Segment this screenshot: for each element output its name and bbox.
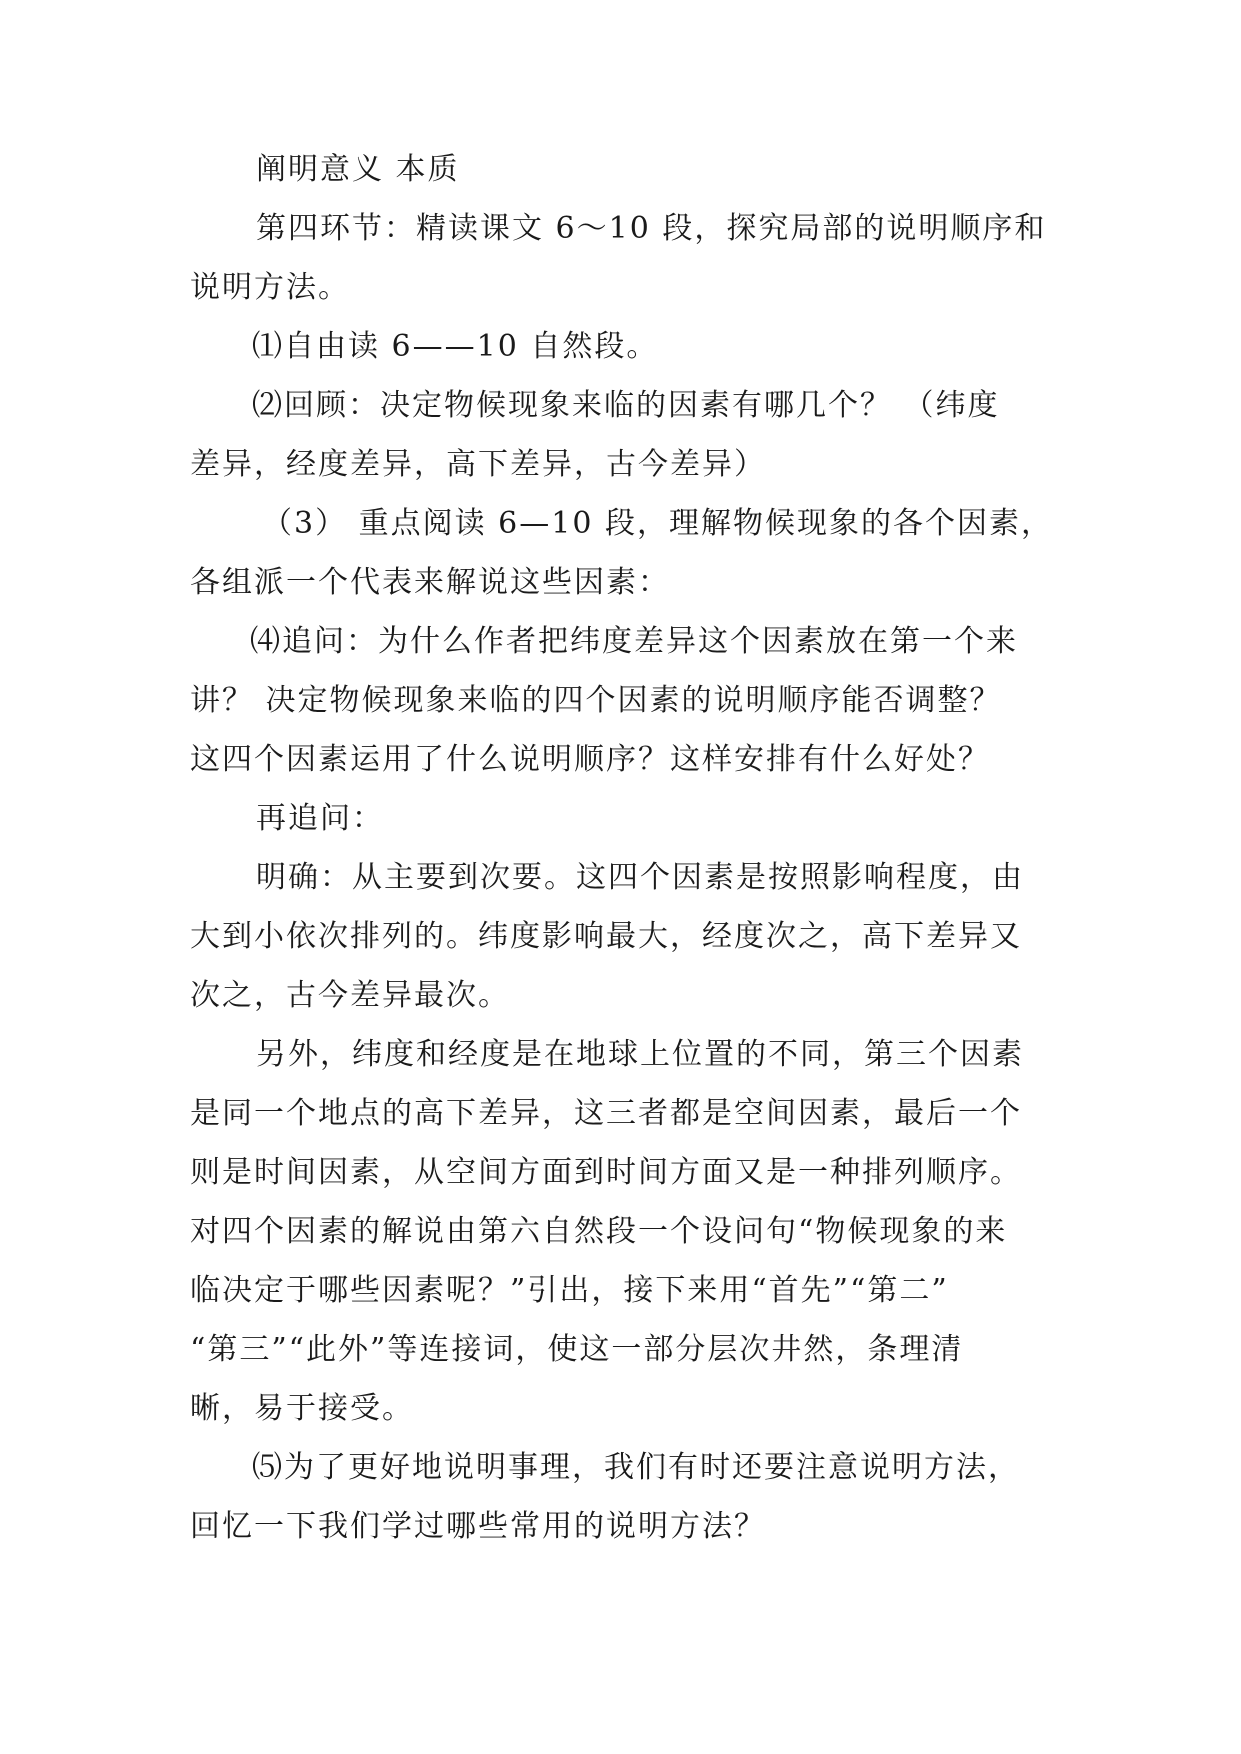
text-line: 则是时间因素，从空间方面到时间方面又是一种排列顺序。: [190, 1155, 1022, 1190]
text-line: 第四环节：精读课文 6～10 段，探究局部的说明顺序和: [256, 211, 1047, 246]
text-line: ⑵回顾：决定物候现象来临的因素有哪几个？ （纬度: [252, 388, 1000, 423]
text-line: （3） 重点阅读 6—10 段，理解物候现象的各个因素，: [262, 506, 1053, 541]
text-line: 这四个因素运用了什么说明顺序？这样安排有什么好处？: [190, 742, 990, 777]
text-line: 明确：从主要到次要。这四个因素是按照影响程度，由: [256, 860, 1024, 895]
text-line: 阐明意义 本质: [256, 152, 460, 187]
text-line: 临决定于哪些因素呢？”引出，接下来用“首先”“第二”: [190, 1273, 949, 1308]
text-line: “第三”“此外”等连接词，使这一部分层次井然，条理清: [190, 1332, 964, 1367]
text-line: ⑴自由读 6——10 自然段。: [252, 329, 659, 364]
text-line: 晰，易于接受。: [190, 1391, 414, 1426]
text-line: 差异，经度差异，高下差异，古今差异）: [190, 447, 766, 482]
document-body: [190, 140, 1053, 1556]
text-line: ⑷追问：为什么作者把纬度差异这个因素放在第一个来: [250, 624, 1018, 659]
text-line: 讲？ 决定物候现象来临的四个因素的说明顺序能否调整？: [190, 683, 1002, 718]
text-line: 各组派一个代表来解说这些因素：: [190, 565, 670, 600]
text-line: ⑸为了更好地说明事理，我们有时还要注意说明方法，: [252, 1450, 1020, 1485]
text-line: 次之，古今差异最次。: [190, 978, 510, 1013]
text-line: 说明方法。: [190, 270, 350, 305]
text-line: 回忆一下我们学过哪些常用的说明方法？: [190, 1509, 766, 1544]
text-line: 大到小依次排列的。纬度影响最大，经度次之，高下差异又: [190, 919, 1022, 954]
text-line: 是同一个地点的高下差异，这三者都是空间因素，最后一个: [190, 1096, 1022, 1131]
text-line: 另外，纬度和经度是在地球上位置的不同，第三个因素: [256, 1037, 1024, 1072]
text-line: 再追问：: [256, 801, 384, 836]
text-line: 对四个因素的解说由第六自然段一个设问句“物候现象的来: [190, 1214, 1008, 1249]
